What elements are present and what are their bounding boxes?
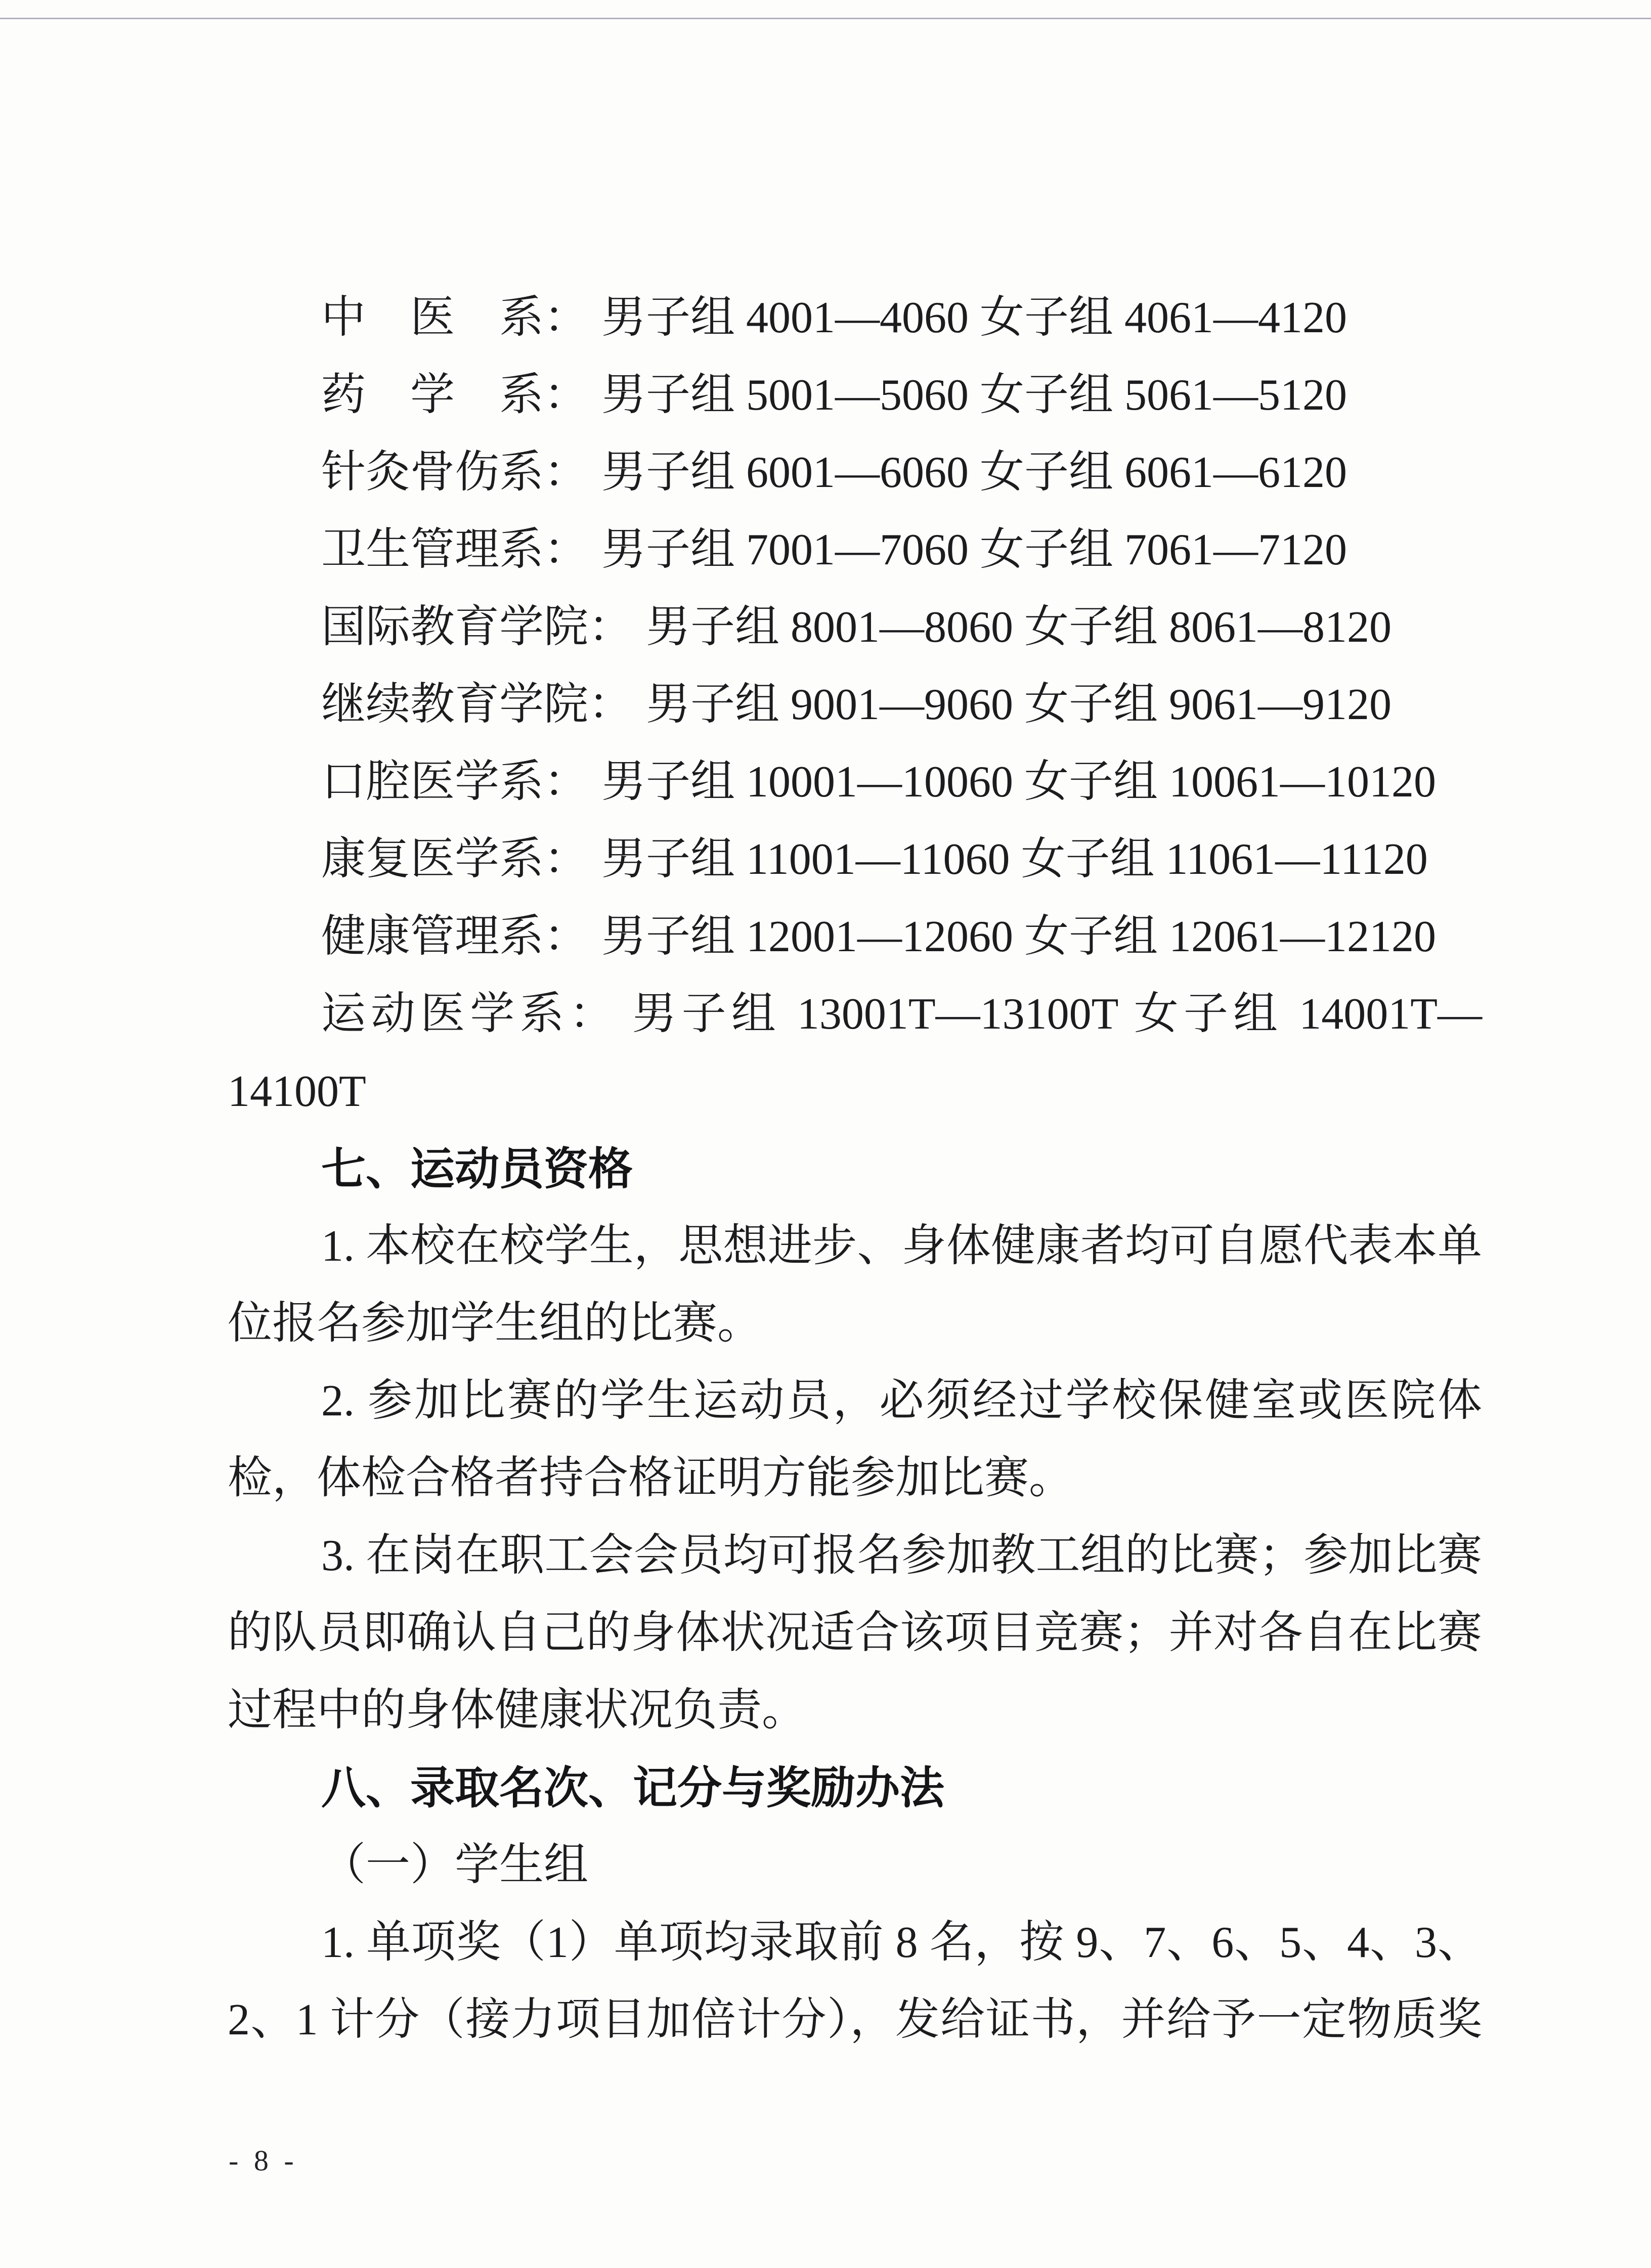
document-body bbox=[228, 279, 1482, 2059]
allocation-line bbox=[228, 589, 1482, 666]
number-ranges: 男子组 13001T—13100T 女子组 14001T— bbox=[632, 990, 1482, 1039]
number-ranges: 男子组 7001—7060 女子组 7061—7120 bbox=[601, 525, 1348, 574]
section-heading-awards: 八、录取名次、记分与奖励办法 bbox=[321, 1763, 945, 1813]
allocation-line bbox=[228, 434, 1482, 511]
allocation-line bbox=[228, 357, 1482, 434]
department-name: 国际教育学院： bbox=[321, 603, 633, 652]
department-name: 口腔医学系： bbox=[321, 758, 589, 807]
allocation-line bbox=[228, 743, 1482, 821]
department-name: 中 医 系： bbox=[321, 293, 589, 342]
paragraph-line: 2. 参加比赛的学生运动员，必须经过学校保健室或医院体 bbox=[321, 1376, 1482, 1426]
paragraph-line: 1. 本校在校学生，思想进步、身体健康者均可自愿代表本单 bbox=[321, 1222, 1482, 1271]
scan-edge-artifact bbox=[0, 18, 1651, 19]
paragraph-line: 1. 单项奖（1）单项均录取前 8 名，按 9、7、6、5、4、3、 bbox=[321, 1918, 1482, 1967]
number-ranges: 男子组 8001—8060 女子组 8061—8120 bbox=[646, 603, 1392, 652]
paragraph-line: 的队员即确认自己的身体状况适合该项目竞赛；并对各自在比赛 bbox=[228, 1609, 1482, 1658]
number-ranges: 男子组 10001—10060 女子组 10061—10120 bbox=[601, 758, 1437, 807]
department-name: 健康管理系： bbox=[321, 912, 589, 961]
department-name: 继续教育学院： bbox=[321, 680, 633, 729]
allocation-line bbox=[228, 279, 1482, 357]
paragraph-line: 位报名参加学生组的比赛。 bbox=[228, 1299, 762, 1348]
paragraph-line: 2、1 计分（接力项目加倍计分），发给证书，并给予一定物质奖 bbox=[228, 1995, 1482, 2044]
allocation-line bbox=[228, 975, 1482, 1053]
allocation-line bbox=[228, 511, 1482, 589]
department-name: 针灸骨伤系： bbox=[321, 448, 589, 497]
number-ranges: 男子组 6001—6060 女子组 6061—6120 bbox=[601, 448, 1348, 497]
department-name: 运动医学系： bbox=[321, 990, 619, 1039]
number-ranges: 男子组 11001—11060 女子组 11061—11120 bbox=[601, 835, 1428, 884]
subsection-heading-student-group: （一）学生组 bbox=[321, 1841, 589, 1890]
department-name: 药 学 系： bbox=[321, 371, 589, 420]
allocation-continuation: 14100T bbox=[228, 1067, 366, 1116]
department-name: 康复医学系： bbox=[321, 835, 589, 884]
paragraph-line: 3. 在岗在职工会会员均可报名参加教工组的比赛；参加比赛 bbox=[321, 1531, 1482, 1580]
page-number: - 8 - bbox=[229, 2144, 294, 2177]
allocation-line bbox=[228, 898, 1482, 975]
paragraph-line: 检，体检合格者持合格证明方能参加比赛。 bbox=[228, 1454, 1074, 1503]
allocation-line bbox=[228, 666, 1482, 743]
number-ranges: 男子组 5001—5060 女子组 5061—5120 bbox=[601, 371, 1348, 420]
number-ranges: 男子组 9001—9060 女子组 9061—9120 bbox=[646, 680, 1392, 729]
number-ranges: 男子组 12001—12060 女子组 12061—12120 bbox=[601, 912, 1437, 961]
paragraph-line: 过程中的身体健康状况负责。 bbox=[228, 1686, 807, 1735]
number-ranges: 男子组 4001—4060 女子组 4061—4120 bbox=[601, 293, 1348, 342]
section-heading-eligibility: 七、运动员资格 bbox=[321, 1144, 633, 1194]
department-name: 卫生管理系： bbox=[321, 525, 589, 574]
allocation-line bbox=[228, 821, 1482, 898]
